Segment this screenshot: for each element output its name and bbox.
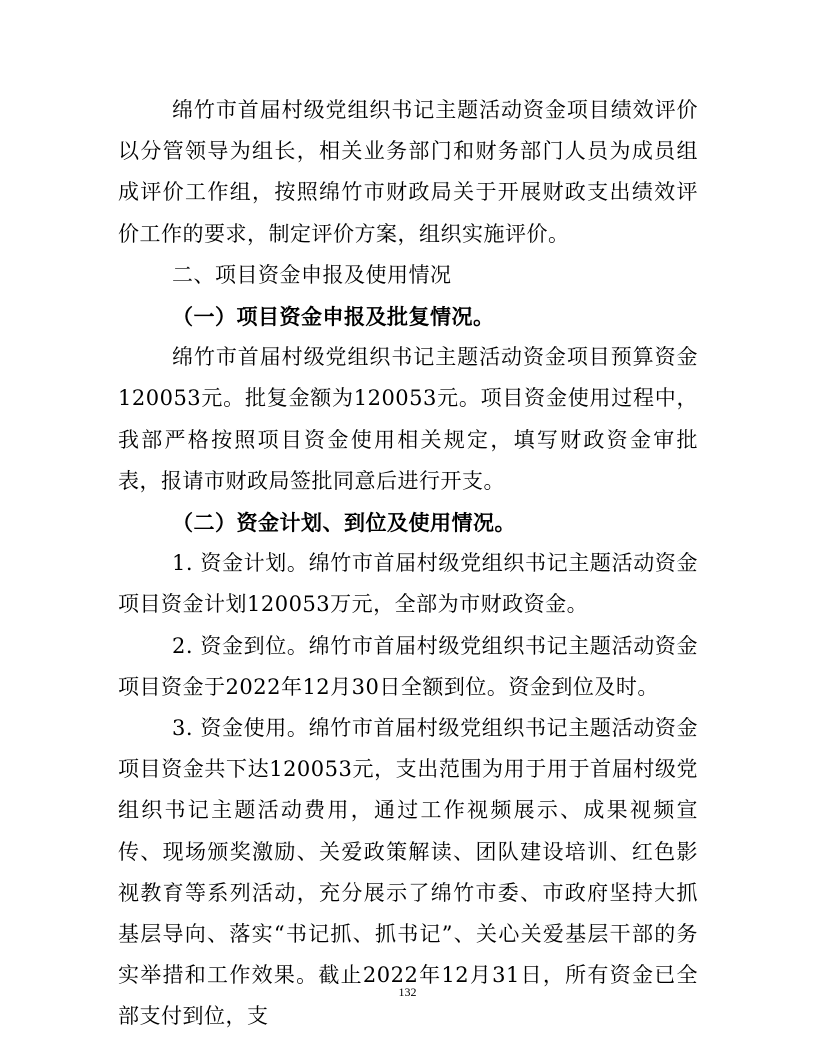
fund-plan-paragraph: 1. 资金计划。绵竹市首届村级党组织书记主题活动资金项目资金计划120053万元，全部为市财政资金。 xyxy=(118,551,698,617)
page-number: 132 xyxy=(398,985,417,999)
subheading-1: （一）项目资金申报及批复情况。 xyxy=(172,304,495,330)
budget-paragraph: 绵竹市首届村级党组织书记主题活动资金项目预算资金120053元。批复金额为120053元。项目资金使用过程中，我部严格按照项目资金使用相关规定，填写财政资金审批表，报请市财政局签批同意后进行开支。 xyxy=(118,345,698,493)
fund-arrival-paragraph: 2. 资金到位。绵竹市首届村级党组织书记主题活动资金项目资金于2022年12月30日全额到位。资金到位及时。 xyxy=(118,633,698,699)
intro-paragraph: 绵竹市首届村级党组织书记主题活动资金项目绩效评价以分管领导为组长，相关业务部门和财务部门人员为成员组成评价工作组，按照绵竹市财政局关于开展财政支出绩效评价工作的要求，制定评价方案，组织实施评价。 xyxy=(118,98,698,246)
subheading-2: （二）资金计划、到位及使用情况。 xyxy=(172,510,516,536)
document-body xyxy=(118,90,698,1038)
fund-usage-paragraph: 3. 资金使用。绵竹市首届村级党组织书记主题活动资金项目资金共下达120053元，支出范围为用于用于首届村级党组织书记主题活动费用，通过工作视频展示、成果视频宣传、现场颁奖激励、关爱政策解读、团队建设培训、红色影视教育等系列活动，充分展示了绵竹市委、市政府坚持大抓基层导向、落实“书记抓、抓书记”、关心关爱基层干部的务实举措和工作效果。截止2022年12月31日，所有资金已全部支付到位，支 xyxy=(118,716,698,1029)
section-heading-2: 二、项目资金申报及使用情况 xyxy=(172,262,452,287)
